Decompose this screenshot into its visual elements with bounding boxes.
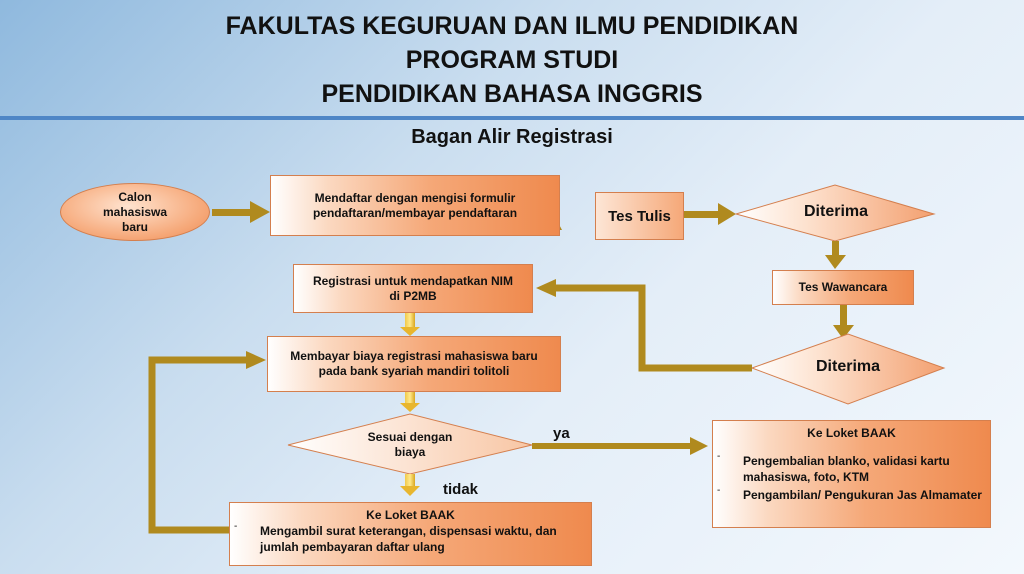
node-tes-wawancara-label: Tes Wawancara — [798, 280, 888, 294]
node-membayar — [267, 336, 561, 392]
arrow-registrasi-to-membayar — [400, 313, 420, 336]
sesuai-label: Sesuai dengan biaya — [367, 430, 453, 459]
bullet-dash: - — [717, 485, 721, 496]
node-registrasi-label: Registrasi untuk mendapatkan NIM di P2MB — [312, 273, 514, 303]
header-line-1: FAKULTAS KEGURUAN DAN ILMU PENDIDIKAN — [225, 12, 799, 40]
node-registrasi — [293, 264, 533, 313]
node-membayar-label: Membayar biaya registrasi mahasiswa baru pada bank syariah mandiri tolitoli — [290, 349, 538, 378]
loket-bawah-title: Ke Loket BAAK — [366, 508, 455, 522]
node-calon-label: Calon mahasiswa baru — [102, 189, 168, 234]
loket-bawah-item — [230, 523, 591, 555]
arrow-membayar-to-sesuai — [400, 392, 420, 412]
header-line-2: PROGRAM STUDI — [405, 46, 619, 74]
loket-kanan-text-1: Pengembalian blanko, validasi kartu mahasiswa, foto, KTM — [743, 454, 950, 484]
arrow-calon-to-mendaftar — [212, 201, 270, 223]
node-loket-baak-bawah — [229, 502, 592, 566]
label-tidak: tidak — [443, 481, 479, 498]
arrow-tidak-to-loket-baak — [400, 474, 420, 496]
node-calon-mahasiswa — [60, 183, 210, 241]
header-line-3: PENDIDIKAN BAHASA INGGRIS — [321, 80, 703, 108]
diterima-2-label: Diterima — [815, 358, 881, 375]
node-tes-wawancara — [772, 270, 914, 305]
diterima-1-label: Diterima — [803, 203, 869, 220]
arrow-tes-tulis-to-diterima — [684, 203, 736, 225]
arrow-diterima-to-registrasi — [536, 279, 752, 368]
loket-kanan-item-1 — [713, 453, 990, 485]
label-ya: ya — [553, 425, 570, 442]
loket-kanan-text-2: Pengambilan/ Pengukuran Jas Almamater — [743, 488, 982, 502]
arrow-diterima-to-wawancara — [825, 241, 846, 269]
chart-subtitle: Bagan Alir Registrasi — [411, 126, 613, 148]
node-mendaftar-label: Mendaftar dengan mengisi formulir pendaftaran/membayar pendaftaran — [312, 190, 518, 220]
arrow-wawancara-to-diterima — [833, 305, 854, 339]
loket-kanan-item-2 — [713, 487, 990, 503]
node-tes-tulis-label: Tes Tulis — [608, 207, 671, 225]
loket-bawah-text: Mengambil surat keterangan, dispensasi waktu, dan jumlah pembayaran daftar ulang — [260, 524, 557, 554]
bullet-dash: - — [717, 451, 721, 462]
node-mendaftar — [270, 175, 560, 236]
bullet-dash: - — [234, 521, 238, 532]
loket-kanan-title: Ke Loket BAAK — [807, 426, 896, 440]
node-loket-baak-kanan — [712, 420, 991, 528]
node-tes-tulis — [595, 192, 684, 240]
